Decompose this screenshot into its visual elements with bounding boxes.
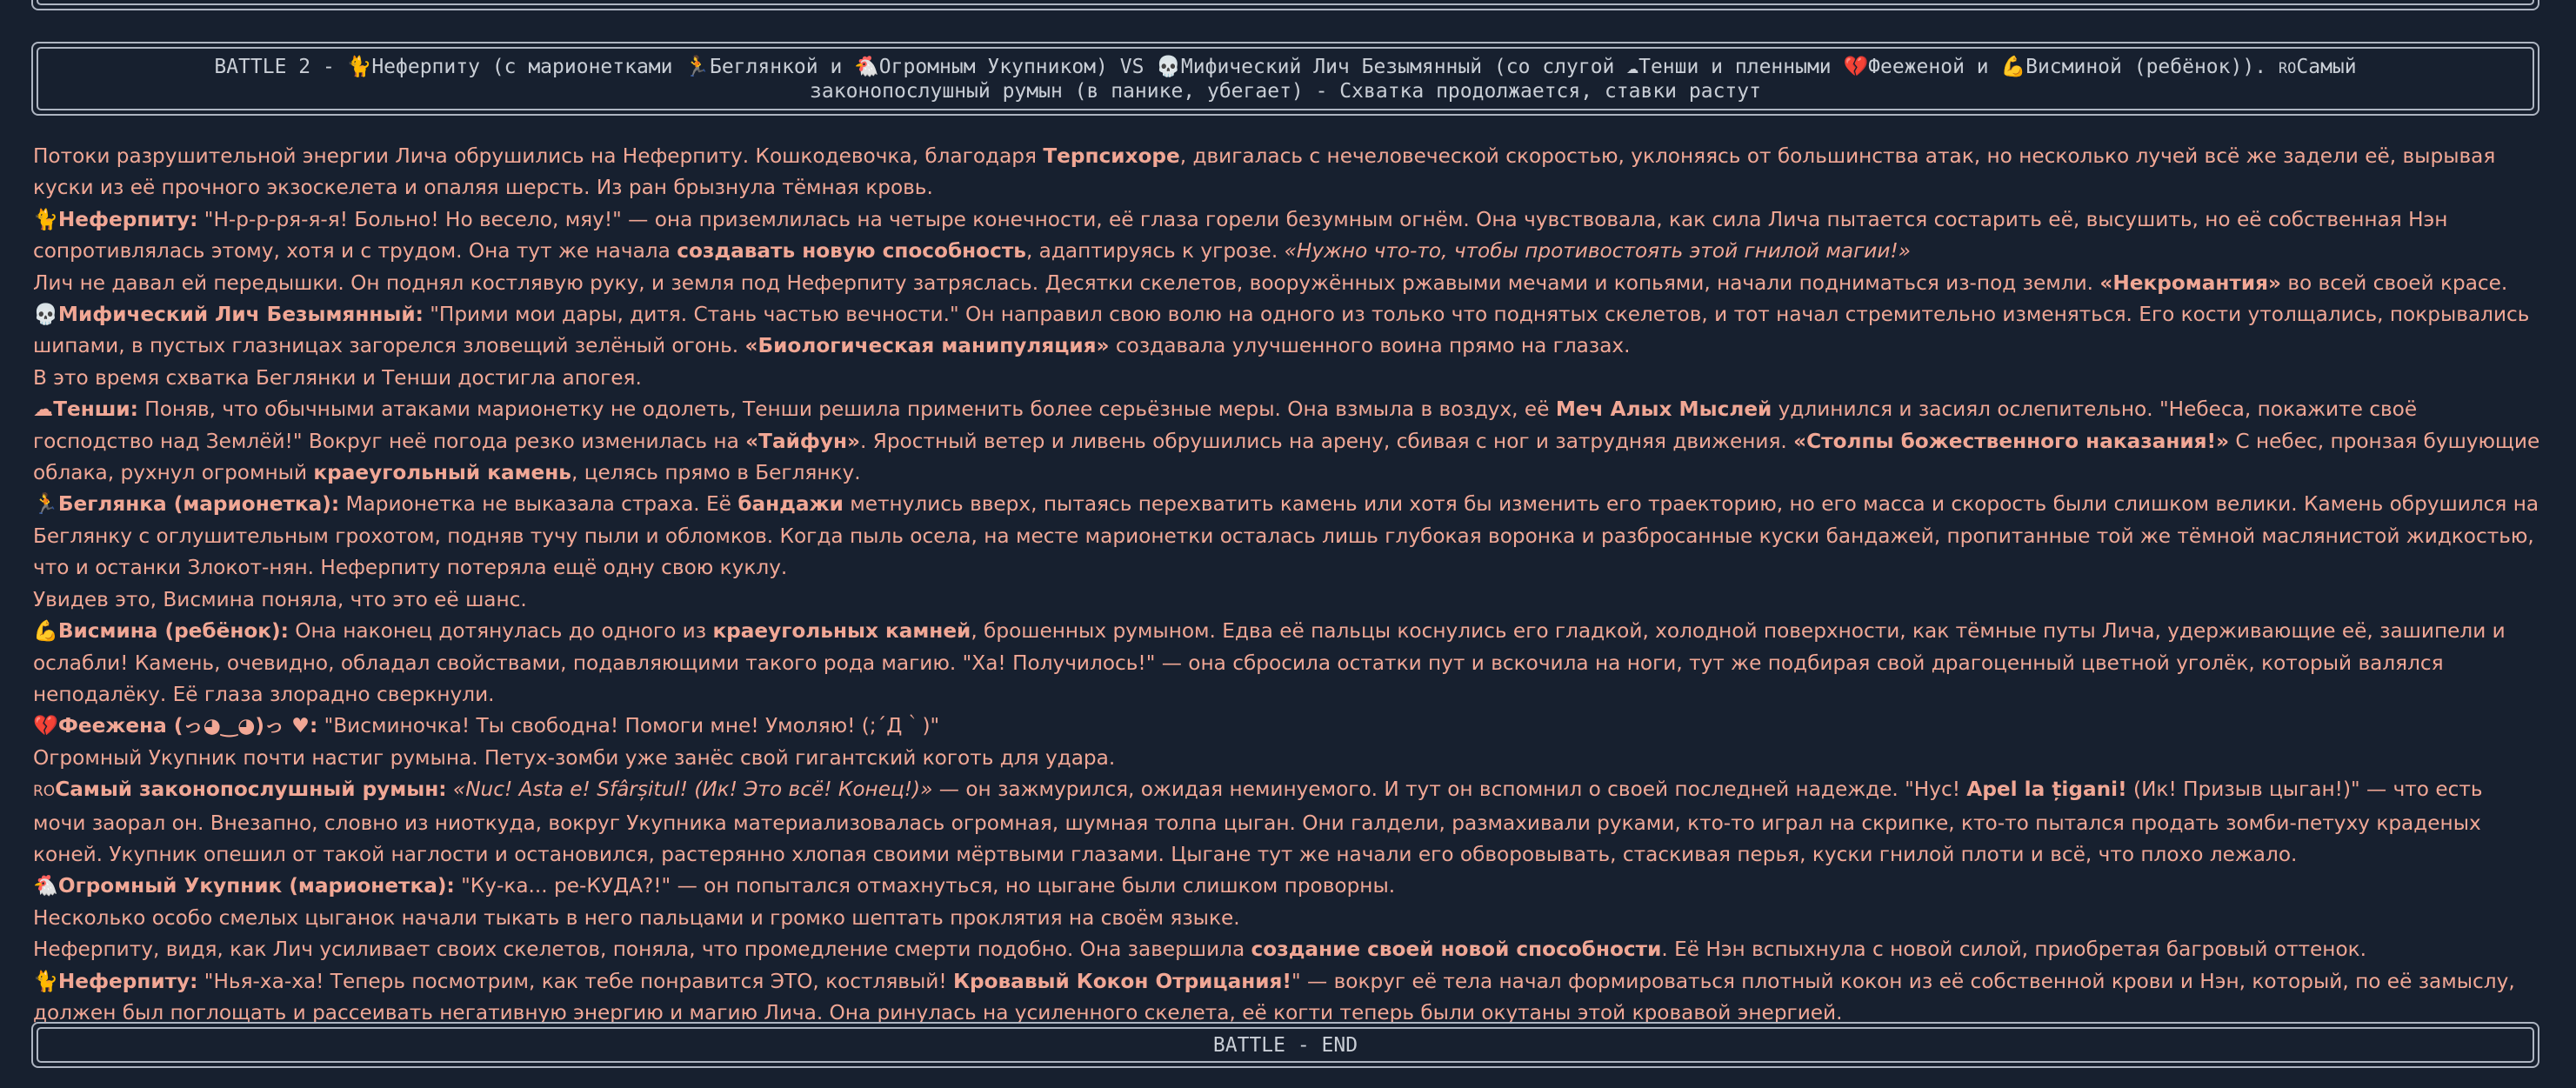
story-paragraph [33,394,2541,489]
story-paragraph [33,141,2541,204]
bold-text: Меч Алых Мыслей [1555,397,1772,422]
text: С небес, пронзая бушующие облака, рухнул огромный [33,429,2540,485]
bold-text: Кровавый Кокон Отрицания! [953,969,1291,993]
bold-text: «Тайфун» [745,429,860,453]
text: Увидев это, Висмина поняла, что это её шанс. [33,587,527,611]
bold-text: Apel la țigani! [1966,778,2127,802]
speaker-name: Висмина (ребёнок): [57,619,289,644]
text: Потоки разрушительной энергии Лича обрушились на Неферпиту. Кошкодевочка, благодаря [33,144,1044,168]
story-paragraph [33,616,2541,711]
battle-title-line-2: законопослушный румын (в панике, убегает) - Схватка продолжается, ставки растут [810,80,1761,103]
text: Марионетка не выказала страха. Её [339,492,738,517]
story-paragraph [33,871,2541,902]
text: " — вокруг её тела начал формироваться плотный кокон из её собственной крови и Нэн, который, по её замыслу, должен был поглощать и рассеивать негативную энергию и магию Лича. Она ринулась на усиленного скелета, её когти теперь были окутаны этой кровавой энергией. [33,969,2515,1025]
bold-text: «Биологическая манипуляция» [744,334,1110,358]
text: , брошенных румыном. Едва её пальцы коснулись его гладкой, холодной поверхности, как тёмные путы Лича, удерживающие её, зашипели и ослабли! Камень, очевидно, обладал свойствами, подавляющими такого рода магию. "Ха! Получилось!" — она сбросила остатки пут и вскочила на ноги, тут же подбирая свой драгоценный цветной уголёк, который валялся неподалёку. Её глаза злорадно сверкнули. [33,619,2506,706]
text: метнулись вверх, пытаясь перехватить камень или хотя бы изменить его траекторию, но его масса и скорость были слишком велики. Камень обрушился на Беглянку с оглушительным грохотом, подняв тучу пыли и обломков. Когда пыль осела, на месте марионетки осталась лишь глубокая воронка и разбросанные куски бандажей, пропитанные той же тёмной маслянистой жидкостью, что и останки Злокот-нян. Неферпиту потеряла ещё одну свою куклу. [33,492,2539,580]
story-paragraph [33,363,2541,394]
text: Поняв, что обычными атаками марионетку не одолеть, Тенши решила применить более серьёзные меры. Она взмыла в воздух, её [137,397,1556,422]
battle-header-inner [37,47,2534,110]
bold-text: создавать новую способность [677,239,1026,264]
story-paragraph [33,903,2541,934]
speaker-name: Тенши: [53,397,138,422]
text: В это время схватка Беглянки и Тенши достигла апогея. [33,365,642,390]
italic-text: «Нужно что-то, чтобы противостоять этой гнилой магии!» [1284,239,1911,264]
battle-title-line-1 [64,56,2506,80]
battle-footer [31,1022,2539,1068]
text: "Прими мои дары, дитя. Стань частью вечности." Он направил свою волю на одного из только что поднятых скелетов, и тот начал стремительно изменяться. Его кости утолщались, покрывались шипами, в пустых глазницах загорелся зловещий зелёный огонь. [33,303,2530,358]
italic-text: «Nuc! Asta e! Sfârșitul! (Ик! Это всё! Конец!)» [446,778,933,802]
text: во всей своей красе. [2280,270,2508,295]
speaker-name: Неферпиту: [57,207,198,231]
story-paragraph [33,934,2541,965]
bold-text: «Столпы божественного наказания!» [1793,429,2230,453]
ro-flag-icon: RO [2278,60,2297,77]
story-paragraph [33,299,2541,363]
battle-title-text: BATTLE 2 - 🐈Неферпиту (с марионетками 🏃Беглянкой и 🐔Огромным Укупником) VS 💀Мифический Лич Безымянный (со слугой ☁Тенши и пленными 💔Феежeной и 💪Висминой (ребёнок)). [214,56,2279,78]
story-paragraph [33,743,2541,774]
text: . Её Нэн вспыхнула с новой силой, приобретая багровый оттенок. [1661,938,2367,962]
text: "Н-р-р-ря-я-я! Больно! Но весело, мяу!" — она приземлилась на четыре конечности, её глаза горели безумным огнём. Она чувствовала, как сила Лича пытается состарить её, высушить, но её собственная Нэн сопротивлялась этому, хотя и с трудом. Она тут же начала [33,207,2448,264]
battle-title-tail: Самый [2296,56,2357,78]
text: — он зажмурился, ожидая неминуемого. И тут он вспомнил о своей последней надежде. "Нус! [932,778,1967,802]
speaker-name: Беглянка (марионетка): [57,492,340,517]
battle-story [33,141,2541,1029]
bold-text: бандажи [737,492,844,517]
previous-frame-bottom [31,0,2539,10]
broken-heart-icon: 💔 [33,714,58,738]
cat-icon: 🐈 [33,969,58,993]
text: Несколько особо смелых цыганок начали тыкать в него пальцами и громко шептать проклятия на своём языке. [33,905,1240,930]
bold-text: «Некромантия» [2099,270,2281,295]
text: Она наконец дотянулась до одного из [288,619,713,644]
text: , целясь прямо в Беглянку. [571,461,861,485]
ro-flag-icon: RO [33,783,56,801]
runner-icon: 🏃 [33,492,58,517]
battle-header [31,42,2539,116]
skull-icon: 💀 [33,303,58,327]
text: Огромный Укупник почти настиг румына. Петух-зомби уже занёс свой гигантский коготь для удара. [33,745,1116,770]
text: "Ку-ка... ре-КУДА?!" — он попытался отмахнуться, но цыгане были слишком проворны. [454,874,1396,898]
text: "Висминочка! Ты свободна! Помоги мне! Умоляю! (;´Д｀)" [317,714,940,738]
bold-text: краеугольный камень [313,461,571,485]
text: , адаптируясь к угрозе. [1025,239,1285,264]
text: . Яростный ветер и ливень обрушились на арену, сбивая с ног и затрудняя движения. [859,429,1794,453]
cloud-icon: ☁ [33,397,54,422]
text: Неферпиту, видя, как Лич усиливает своих скелетов, поняла, что промедление смерти подобно. Она завершила [33,938,1251,962]
story-paragraph [33,774,2541,871]
text: "Нья-ха-ха! Теперь посмотрим, как тебе понравится ЭТО, костлявый! [197,969,954,993]
cat-icon: 🐈 [33,207,58,231]
speaker-name: Феежена (っ◕‿◕)っ ♥: [57,714,318,738]
speaker-name: Неферпиту: [57,969,198,993]
text: Лич не давал ей передышки. Он поднял костлявую руку, и земля под Неферпиту затряслась. Десятки скелетов, вооружённых ржавыми мечами и копьями, начали подниматься из-под земли. [33,270,2100,295]
bold-text: краеугольных камней [712,619,971,644]
speaker-name: Мифический Лич Безымянный: [57,303,424,327]
text: , двигалась с нечеловеческой скоростью, уклоняясь от большинства атак, но несколько лучей всё же задели её, вырывая куски из её прочного экзоскелета и опаляя шерсть. Из ран брызнула тёмная кровь. [33,144,2496,200]
speaker-name: Самый законопослушный румын: [55,778,447,802]
text: (Ик! Призыв цыган!)" — что есть мочи заорал он. Внезапно, словно из ниоткуда, вокруг Укупника материализовалась огромная, шумная толпа цыган. Они галдели, размахивали руками, кто-то играл на скрипке, кто-то пытался продать зомби-петуху краденых коней. Укупник опешил от такой наглости и остановился, растерянно хлопая своими мёртвыми глазами. Цыгане тут же начали его обворовывать, стаскивая перья, куски гнилой плоти и всё, что плохо лежало. [33,778,2483,866]
muscle-icon: 💪 [33,619,58,644]
story-paragraph [33,268,2541,299]
text: создавала улучшенного воина прямо на глазах. [1109,334,1631,358]
story-paragraph [33,711,2541,742]
bold-text: создание своей новой способности [1251,938,1662,962]
battle-end-label: BATTLE - END [37,1027,2534,1063]
rooster-icon: 🐔 [33,874,58,898]
story-paragraph [33,204,2541,268]
story-paragraph [33,489,2541,584]
text: удлинился и засиял ослепительно. "Небеса, покажите своё господство над Землёй!" Вокруг неё погода резко изменилась на [33,397,2418,453]
story-paragraph [33,584,2541,616]
speaker-name: Огромный Укупник (марионетка): [57,874,455,898]
bold-text: Терпсихоре [1043,144,1180,168]
story-paragraph [33,966,2541,1030]
